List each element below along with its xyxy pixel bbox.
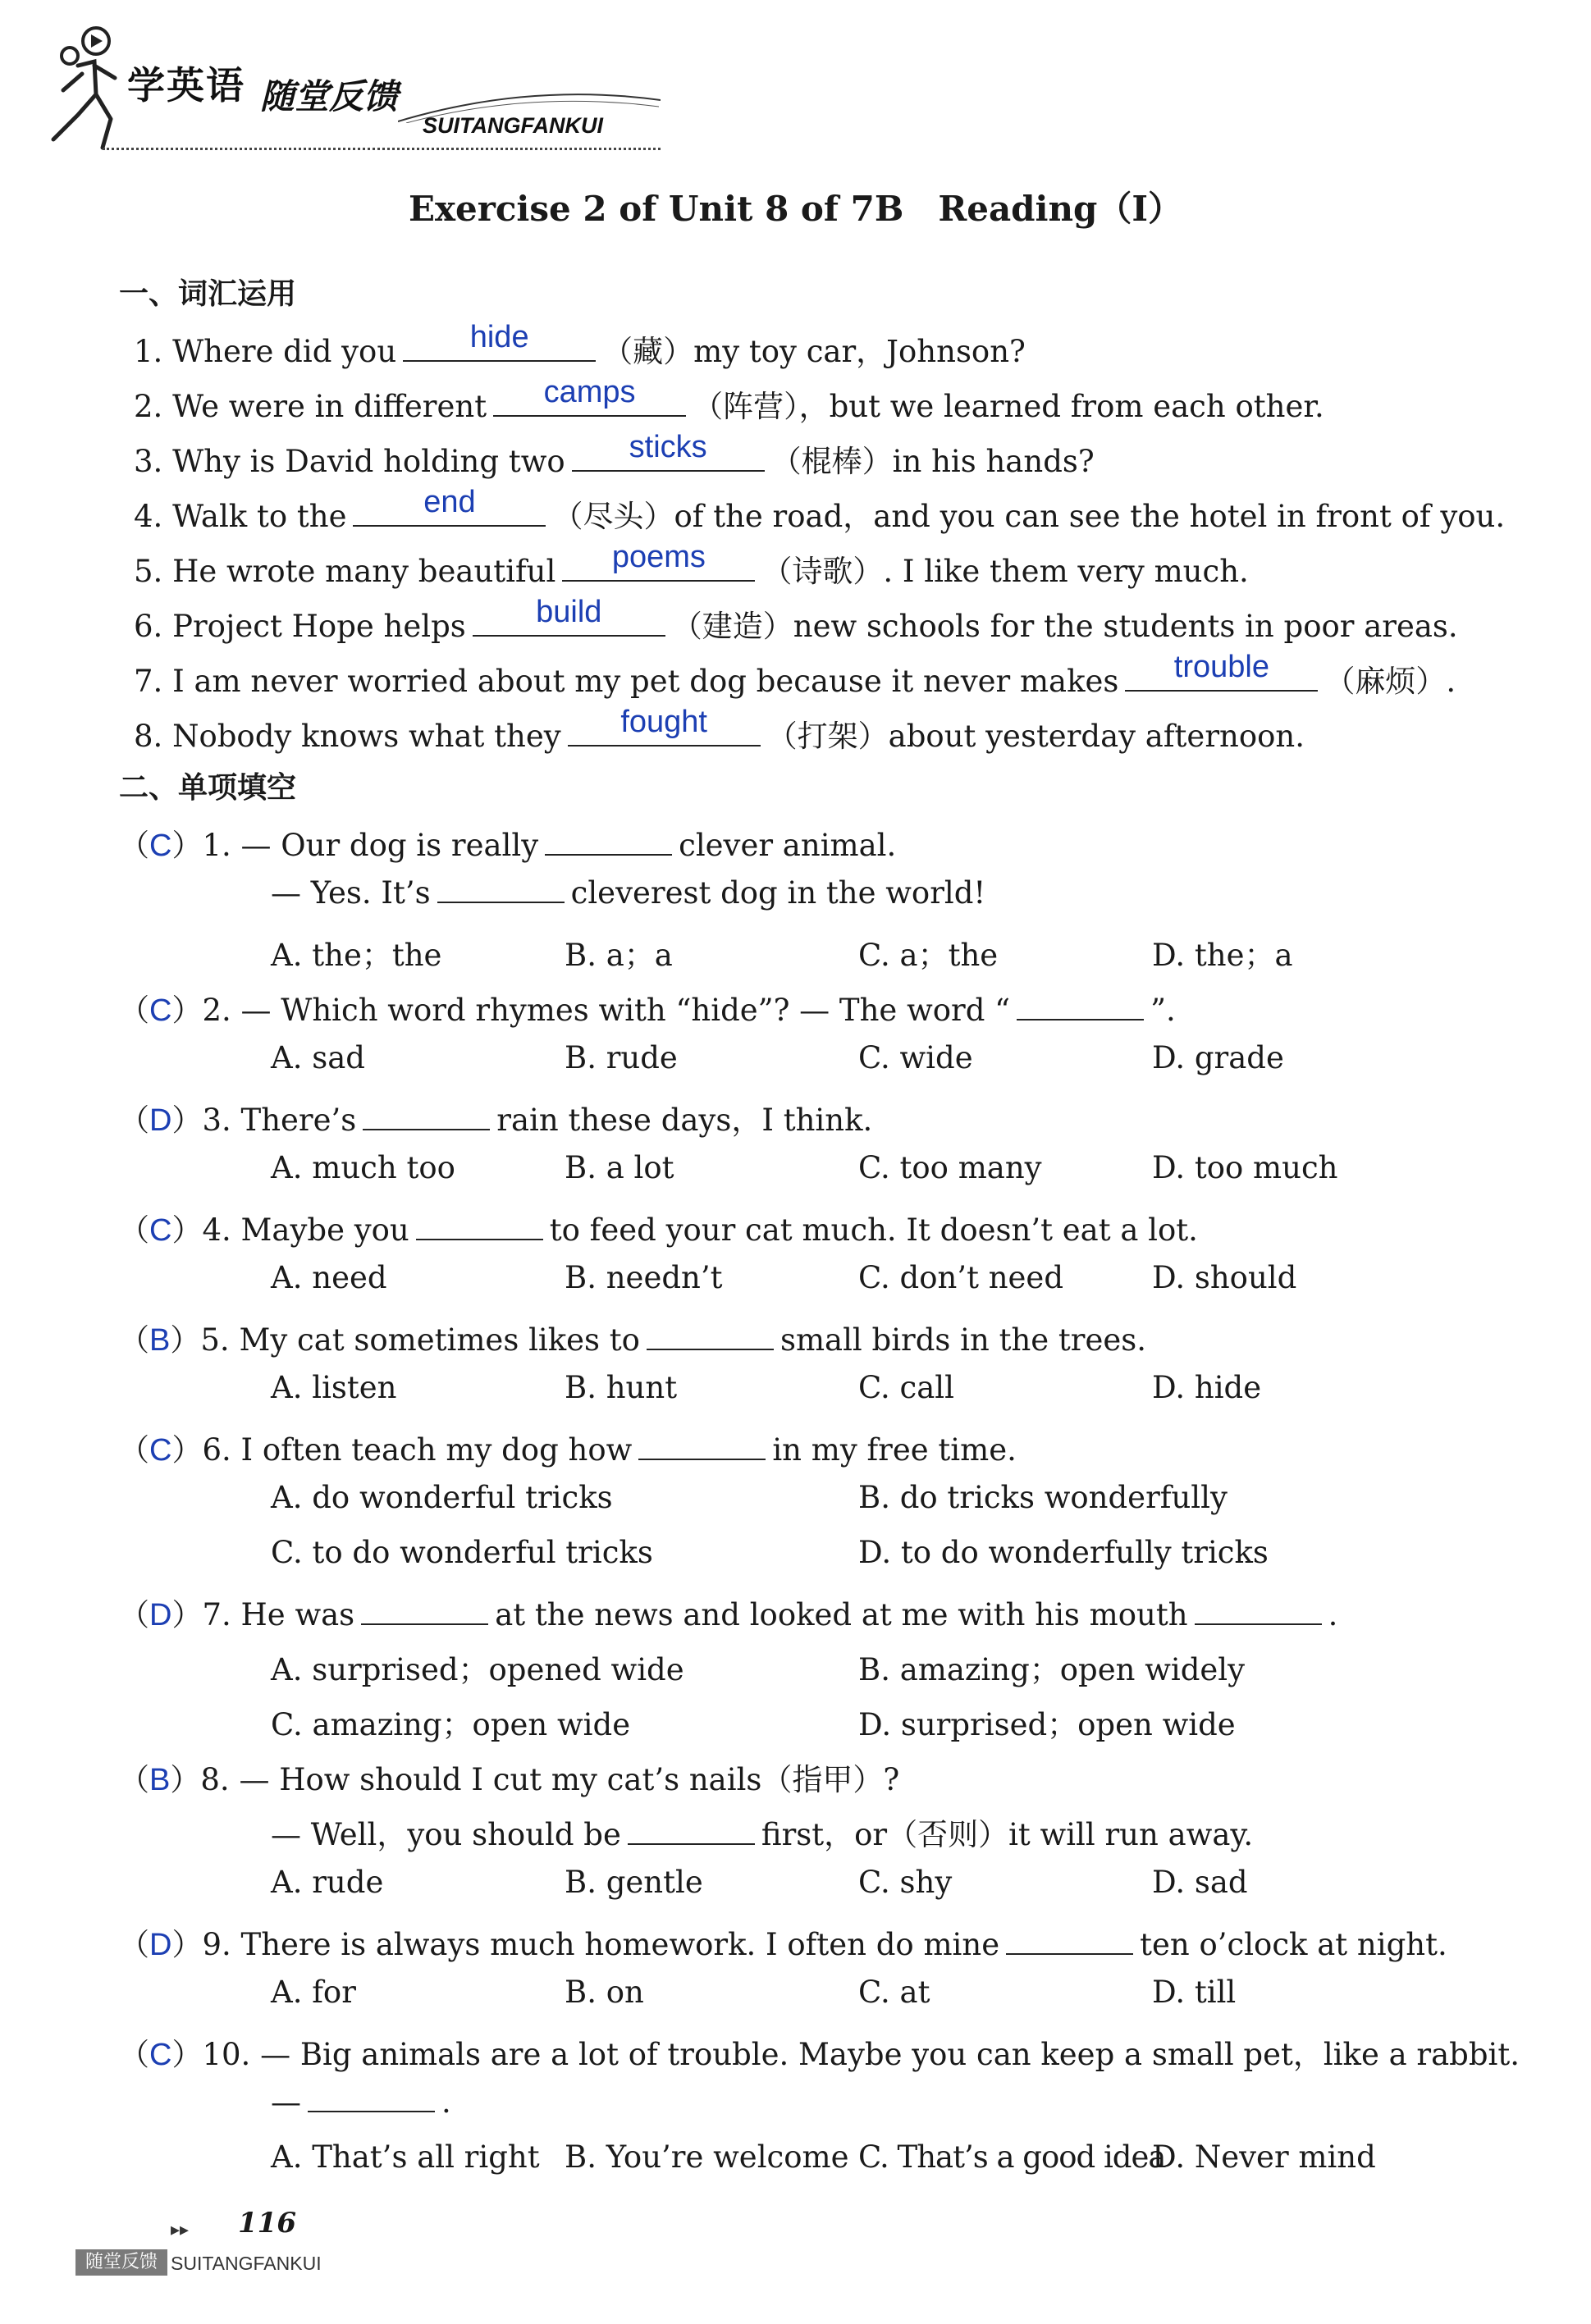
mc-question-line2: — . — [271, 2084, 451, 2120]
answer-text: end — [423, 485, 476, 519]
option-b[interactable]: B. needn’t — [565, 1260, 723, 1295]
question-blank[interactable] — [647, 1324, 774, 1350]
mc-question-line2: — Well，you should be first，or（否则）it will run away. — [271, 1817, 1254, 1852]
mc-question: （C）1. — Our dog is really clever animal. — [119, 828, 897, 863]
choice-answer[interactable]: C — [149, 829, 172, 863]
question-blank[interactable] — [416, 1214, 543, 1240]
footer-arrows-icon: ▸▸ — [171, 2220, 190, 2240]
vocab-item: 4. Walk to the end （尽头）of the road，and you can see the hotel in front of you. — [134, 485, 1506, 534]
option-b[interactable]: B. amazing；open widely — [858, 1652, 1246, 1687]
option-b[interactable]: B. You’re welcome — [565, 2139, 849, 2175]
option-d[interactable]: D. grade — [1152, 1040, 1284, 1075]
option-a[interactable]: A. do wonderful tricks — [271, 1480, 613, 1515]
vocab-item: 2. We were in different camps （阵营），but we learned from each other. — [134, 375, 1324, 424]
answer-blank[interactable] — [473, 595, 665, 637]
mc-question-line2: — Yes. It’s cleverest dog in the world! — [271, 875, 986, 911]
option-a[interactable]: A. listen — [271, 1370, 397, 1405]
option-a[interactable]: A. need — [271, 1260, 387, 1295]
section2-heading: 二、单项填空 — [119, 771, 297, 805]
answer-text: hide — [469, 320, 529, 354]
option-b[interactable]: B. gentle — [565, 1865, 703, 1900]
answer-blank[interactable] — [1125, 650, 1318, 692]
answer-blank[interactable] — [562, 540, 755, 582]
option-c[interactable]: C. shy — [858, 1865, 953, 1900]
page-title: Exercise 2 of Unit 8 of 7B Reading（Ⅰ） — [408, 189, 1183, 229]
option-a[interactable]: A. surprised；opened wide — [271, 1652, 684, 1687]
answer-blank[interactable] — [572, 430, 765, 472]
mc-question: （C）4. Maybe you to feed your cat much. It doesn’t eat a lot. — [119, 1212, 1198, 1248]
choice-answer[interactable]: C — [149, 1213, 172, 1248]
header-divider — [103, 148, 661, 150]
option-b[interactable]: B. hunt — [565, 1370, 678, 1405]
option-c[interactable]: C. wide — [858, 1040, 973, 1075]
choice-answer[interactable]: D — [149, 1598, 172, 1632]
page-number: 116 — [238, 2207, 296, 2240]
header — [45, 16, 784, 156]
mc-question: （C）6. I often teach my dog how in my free time. — [119, 1432, 1017, 1468]
answer-blank[interactable] — [353, 485, 546, 527]
option-c[interactable]: C. at — [858, 1975, 930, 2010]
option-d[interactable]: D. Never mind — [1152, 2139, 1376, 2175]
section1-heading: 一、词汇运用 — [119, 277, 297, 311]
question-blank[interactable] — [1017, 994, 1144, 1020]
option-c[interactable]: C. That’s a good idea — [858, 2139, 1166, 2175]
question-blank[interactable] — [361, 1599, 488, 1625]
mc-question: （D）3. There’s rain these days，I think. — [119, 1103, 873, 1138]
question-blank[interactable] — [545, 829, 672, 856]
question-blank[interactable] — [1006, 1929, 1133, 1955]
choice-answer[interactable]: B — [149, 1323, 171, 1358]
option-d[interactable]: D. hide — [1152, 1370, 1262, 1405]
answer-text: sticks — [629, 430, 707, 464]
choice-answer[interactable]: C — [149, 993, 172, 1028]
option-d[interactable]: D. should — [1152, 1260, 1297, 1295]
option-b[interactable]: B. a；a — [565, 938, 673, 973]
option-a[interactable]: A. rude — [271, 1865, 384, 1900]
option-a[interactable]: A. the；the — [271, 938, 442, 973]
option-a[interactable]: A. for — [271, 1975, 356, 2010]
brand-english: SUITANGFANKUI — [423, 113, 603, 138]
answer-text: poems — [611, 540, 706, 574]
option-d[interactable]: D. the；a — [1152, 938, 1293, 973]
vocab-item: 1. Where did you hide （藏）my toy car，Johnson? — [134, 320, 1026, 369]
option-d[interactable]: D. to do wonderfully tricks — [858, 1535, 1269, 1570]
choice-answer[interactable]: D — [149, 1103, 172, 1138]
mc-question: （B）5. My cat sometimes likes to small birds in the trees. — [119, 1322, 1147, 1358]
answer-blank[interactable] — [493, 375, 686, 417]
runner-logo-icon — [45, 16, 135, 156]
option-c[interactable]: C. too many — [858, 1150, 1042, 1185]
mc-question: （C）2. — Which word rhymes with “hide”? — The word “ ”. — [119, 993, 1176, 1028]
footer-badge: 随堂反馈 — [75, 2249, 167, 2276]
option-d[interactable]: D. sad — [1152, 1865, 1248, 1900]
vocab-item: 5. He wrote many beautiful poems （诗歌）. I like them very much. — [134, 540, 1249, 589]
answer-text: build — [536, 595, 602, 629]
option-c[interactable]: C. amazing；open wide — [271, 1707, 631, 1742]
option-c[interactable]: C. call — [858, 1370, 954, 1405]
option-d[interactable]: D. till — [1152, 1975, 1237, 2010]
option-b[interactable]: B. do tricks wonderfully — [858, 1480, 1228, 1515]
footer-brand-english: SUITANGFANKUI — [171, 2253, 322, 2274]
mc-question: （D）9. There is always much homework. I often do mine ten o’clock at night. — [119, 1927, 1447, 1962]
vocab-item: 7. I am never worried about my pet dog because it never makes trouble （麻烦）. — [134, 650, 1456, 699]
mc-question: （D）7. He was at the news and looked at me with his mouth . — [119, 1597, 1338, 1632]
option-c[interactable]: C. a；the — [858, 938, 999, 973]
option-c[interactable]: C. don’t need — [858, 1260, 1064, 1295]
option-c[interactable]: C. to do wonderful tricks — [271, 1535, 653, 1570]
answer-blank[interactable] — [568, 705, 761, 747]
option-a[interactable]: A. much too — [271, 1150, 455, 1185]
question-blank[interactable] — [363, 1104, 490, 1130]
option-b[interactable]: B. on — [565, 1975, 644, 2010]
vocab-item: 8. Nobody knows what they fought （打架）about yesterday afternoon. — [134, 705, 1305, 754]
option-a[interactable]: A. sad — [271, 1040, 365, 1075]
question-blank[interactable] — [308, 2086, 435, 2112]
answer-blank[interactable] — [403, 320, 596, 362]
answer-text: camps — [543, 375, 636, 409]
choice-answer[interactable]: C — [149, 2038, 172, 2072]
vocab-item: 3. Why is David holding two sticks （棍棒）in his hands? — [134, 430, 1095, 479]
choice-answer[interactable]: C — [149, 1433, 172, 1468]
answer-text: trouble — [1173, 650, 1269, 684]
option-b[interactable]: B. a lot — [565, 1150, 674, 1185]
question-blank[interactable] — [1195, 1599, 1322, 1625]
choice-answer[interactable]: D — [149, 1928, 172, 1962]
question-blank[interactable] — [638, 1434, 766, 1460]
question-blank[interactable] — [437, 877, 565, 903]
brand-chinese: 学英语 — [127, 63, 245, 107]
option-d[interactable]: D. surprised；open wide — [858, 1707, 1236, 1742]
option-d[interactable]: D. too much — [1152, 1150, 1338, 1185]
option-b[interactable]: B. rude — [565, 1040, 678, 1075]
brand-chinese-subtitle: 随堂反馈 — [260, 76, 399, 116]
answer-text: fought — [620, 705, 707, 739]
mc-question: （B）8. — How should I cut my cat’s nails（指甲）? — [119, 1762, 900, 1797]
choice-answer[interactable]: B — [149, 1763, 171, 1797]
vocab-item: 6. Project Hope helps build （建造）new schools for the students in poor areas. — [134, 595, 1458, 644]
mc-question: （C）10. — Big animals are a lot of trouble. Maybe you can keep a small pet，like a rabbit. — [119, 2037, 1520, 2072]
question-blank[interactable] — [628, 1819, 755, 1845]
option-a[interactable]: A. That’s all right — [271, 2139, 540, 2175]
